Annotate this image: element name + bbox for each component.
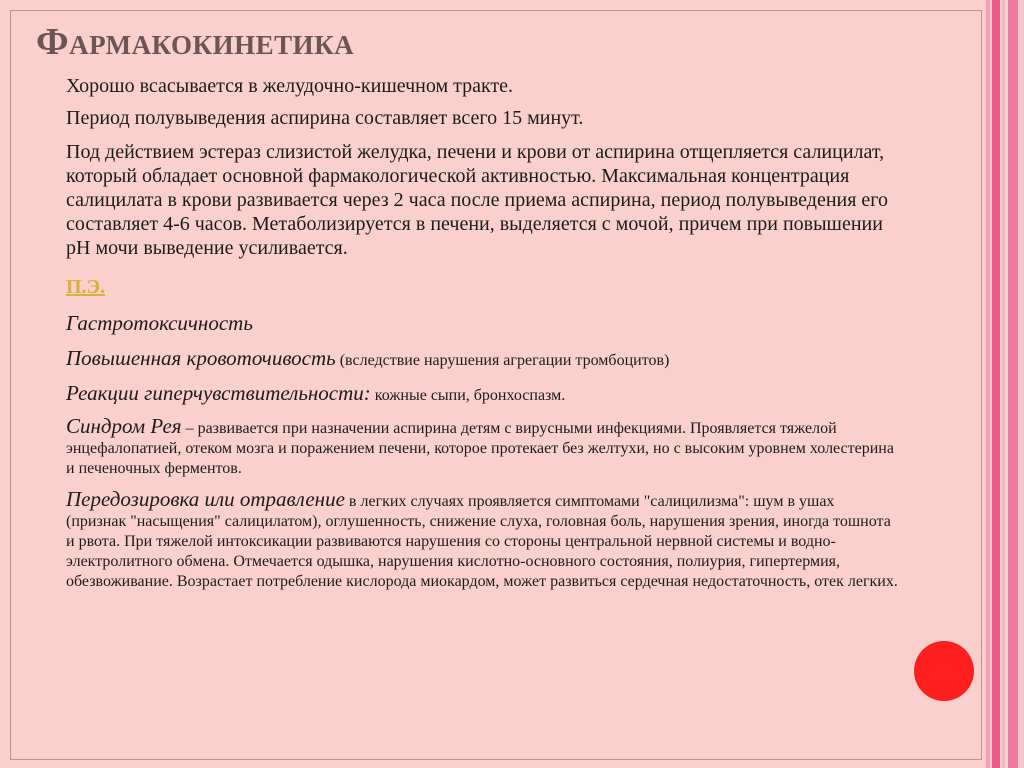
effect-overdose: [66, 489, 898, 592]
side-effects-label[interactable]: П.Э.: [66, 276, 106, 298]
effect-text: (вследствие нарушения агрегации тромбоцитов): [335, 352, 670, 369]
effect-term: Синдром Рея: [66, 414, 182, 438]
effect-hypersensitivity: [66, 381, 898, 406]
effect-reye-syndrome: [66, 416, 898, 479]
effect-term: Реакции гиперчувствительности:: [66, 381, 371, 405]
effect-text: – развивается при назначении аспирина детям с вирусными инфекциями. Проявляется тяжелой энцефалопатией, отеком мозга и поражением печени, которое протекает без желтухи, но с высоким уровнем холестерина и печеночных ферментов.: [66, 420, 894, 477]
effect-term: Передозировка или отравление: [66, 487, 345, 511]
right-stripe-3: [1002, 0, 1005, 768]
right-stripe-4: [1008, 0, 1018, 768]
effect-term: Повышенная кровоточивость: [66, 346, 336, 370]
effect-text: в легких случаях проявляется симптомами "салицилизма": шум в ушах (признак "насыщения" салицилатом), оглушенность, снижение слуха, головная боль, нарушения зрения, иногда тошнота и рвота. При тяжелой интоксикации развиваются нарушения со стороны центральной нервной системы и водно-электролитного обмена. Отмечается одышка, нарушения кислотно-основного состояния, полиурия, гипертермия, обезвоживание. Возрастает потребление кислорода миокардом, может развиться сердечная недостаточность, отек легких.: [66, 493, 898, 590]
paragraph-metabolism: Под действием эстераз слизистой желудка, печени и крови от аспирина отщепляется салицилат, который обладает основной фармакологической активностью. Максимальная концентрация салицилата в крови развивается через 2 часа после приема аспирина, период полувыведения его составляет 4-6 часов. Метаболизируется в печени, выделяется с мочой, причем при повышении pH мочи выведение усиливается.: [66, 141, 889, 259]
right-stripe-2: [992, 0, 1000, 768]
paragraph-half-life: Период полувыведения аспирина составляет всего 15 минут.: [66, 107, 584, 129]
slide-content: [66, 74, 898, 602]
right-stripe-5: [1019, 0, 1024, 768]
paragraph-absorption: Хорошо всасывается в желудочно-кишечном тракте.: [66, 75, 514, 97]
effect-text: кожные сыпи, бронхоспазм.: [370, 387, 566, 404]
right-stripe-1: [986, 0, 990, 768]
effect-gastrotoxicity: [66, 311, 898, 336]
page-title: Фармакокинетика: [36, 21, 355, 63]
decorative-red-circle: [914, 641, 974, 701]
effect-term: Гастротоксичность: [66, 311, 253, 335]
effect-bleeding: [66, 346, 898, 371]
